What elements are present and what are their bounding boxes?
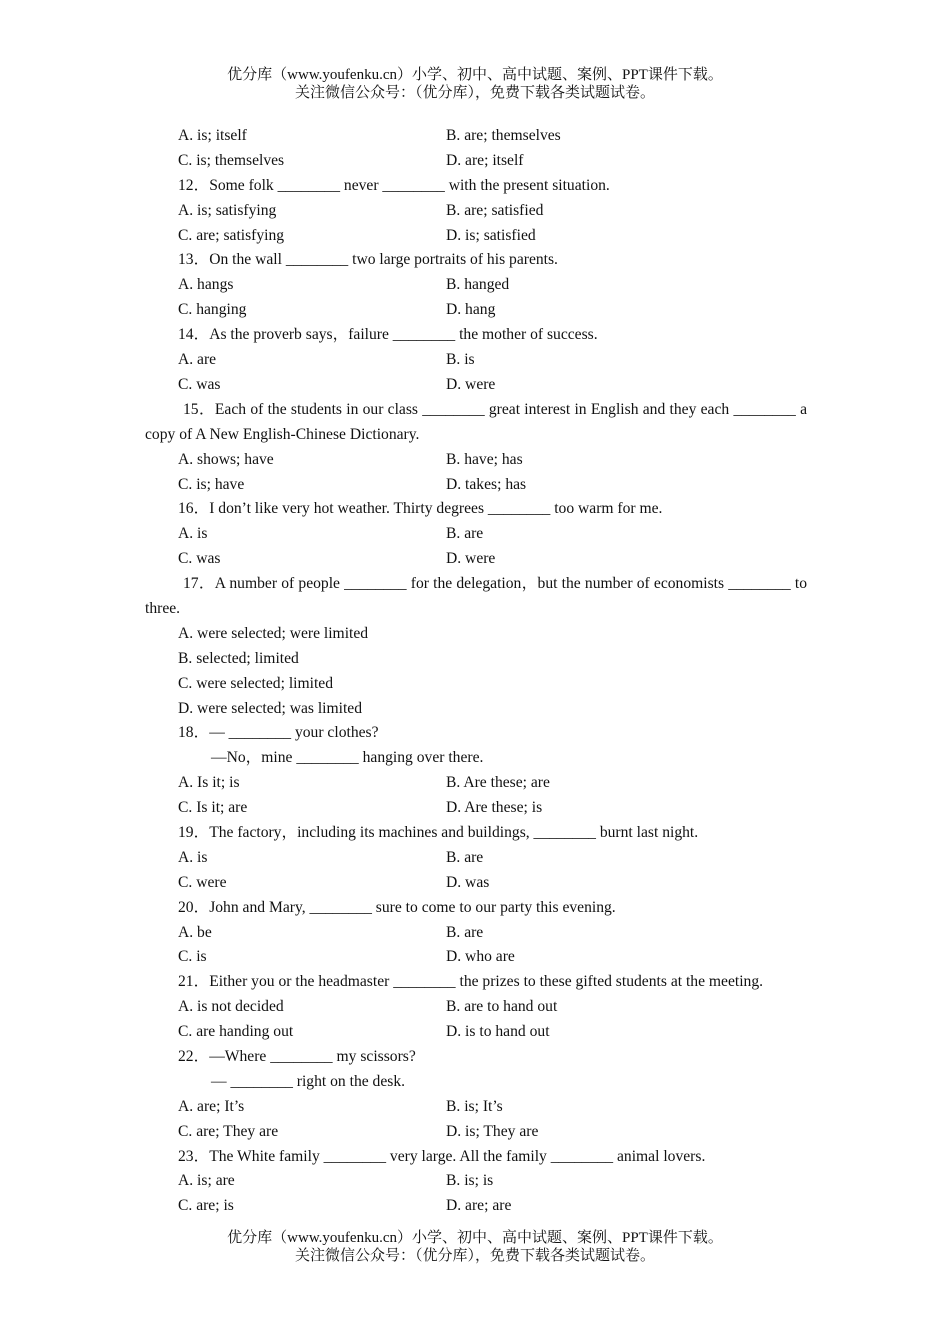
question-18-reply: —No，mine ________ hanging over there. [211, 749, 484, 767]
option-c: C. are; satisfying [178, 226, 285, 244]
option-b: B. is [446, 351, 475, 369]
page-header [0, 66, 950, 102]
option-a: A. is; itself [178, 127, 247, 144]
option-c: C. were [178, 873, 227, 891]
options-row [145, 1169, 807, 1194]
question-23-stem: 23．The White family ________ very large. All the family ________ animal lovers. [178, 1147, 706, 1165]
option-a: A. are [178, 351, 217, 369]
option-d: D. were [446, 375, 496, 393]
question-20-stem: 20．John and Mary, ________ sure to come to our party this evening. [178, 898, 616, 916]
options-row [145, 1194, 807, 1219]
question-16-stem: 16．I don’t like very hot weather. Thirty degrees ________ too warm for me. [178, 500, 663, 518]
options-row [145, 149, 807, 174]
options-row [145, 995, 807, 1020]
option-c: C. was [178, 375, 221, 393]
options-row [145, 1120, 807, 1145]
option-b: B. Are these; are [446, 774, 550, 792]
option-a: A. hangs [178, 276, 234, 294]
question-19-stem: 19．The factory，including its machines and buildings, ________ burnt last night. [178, 824, 699, 841]
option-b: B. have; has [446, 450, 523, 468]
options-row [145, 273, 807, 298]
options-row [145, 547, 807, 572]
option-c: C. is; have [178, 475, 245, 493]
options-row [145, 298, 807, 323]
header-line-1: 优分库（www.youfenku.cn）小学、初中、高中试题、案例、PPT课件下载。 [227, 67, 723, 83]
option-a: A. were selected; were limited [178, 624, 369, 642]
option-a: A. is [178, 848, 208, 866]
options-row [145, 1020, 807, 1045]
options-row [145, 224, 807, 249]
option-c: C. are; is [178, 1197, 234, 1215]
question-15-stem: 15．Each of the students in our class ________ great interest in English and they each ________ a copy of A New English-Chinese Dictionary. [145, 400, 807, 443]
option-a: A. is; satisfying [178, 201, 277, 219]
options-row [145, 945, 807, 970]
options-row [145, 771, 807, 796]
option-b: B. is; is [446, 1172, 494, 1190]
option-b: B. are to hand out [446, 998, 558, 1016]
options-row [145, 373, 807, 398]
question-18-stem: 18．— ________ your clothes? [178, 724, 379, 742]
option-a: A. shows; have [178, 450, 274, 468]
options-row [145, 921, 807, 946]
option-d: D. is; satisfied [446, 226, 536, 244]
option-d: D. are; itself [446, 151, 524, 169]
footer-line-2: 关注微信公众号：（优分库），免费下载各类试题试卷。 [294, 1248, 655, 1264]
option-a: A. are; It’s [178, 1097, 245, 1115]
option-b: B. are [446, 525, 484, 543]
options-row [145, 348, 807, 373]
question-14-stem: 14．As the proverb says，failure ________ the mother of success. [178, 326, 598, 344]
option-b: B. are [446, 923, 484, 941]
options-row [145, 522, 807, 547]
option-d: D. is; They are [446, 1122, 539, 1140]
options-row [145, 846, 807, 871]
options-row [145, 124, 807, 149]
option-c: C. is [178, 948, 207, 966]
option-d: D. were selected; was limited [178, 699, 363, 717]
options-row [145, 871, 807, 896]
option-b: B. selected; limited [178, 649, 299, 667]
options-row [145, 796, 807, 821]
question-12-stem: 12．Some folk ________ never ________ with the present situation. [178, 176, 610, 194]
options-row [145, 448, 807, 473]
option-a: A. is; are [178, 1172, 235, 1190]
option-d: D. who are [446, 948, 515, 966]
option-d: D. are; are [446, 1197, 512, 1215]
option-c: C. are; They are [178, 1122, 279, 1140]
options-row [145, 1095, 807, 1120]
option-a: A. is [178, 525, 208, 543]
option-a: A. be [178, 923, 212, 941]
option-c: C. Is it; are [178, 799, 248, 817]
question-17-stem: 17．A number of people ________ for the delegation，but the number of economists ________ to three. [145, 575, 807, 617]
option-a: A. Is it; is [178, 774, 240, 792]
header-line-2: 关注微信公众号：（优分库），免费下载各类试题试卷。 [294, 85, 655, 101]
question-22-stem: 22．—Where ________ my scissors? [178, 1048, 416, 1066]
question-13-stem: 13．On the wall ________ two large portraits of his parents. [178, 251, 558, 269]
option-c: C. are handing out [178, 1023, 294, 1041]
option-c: C. were selected; limited [178, 674, 334, 692]
option-b: B. is; It’s [446, 1097, 503, 1115]
option-b: B. hanged [446, 276, 510, 294]
option-c: C. hanging [178, 301, 247, 319]
option-a: A. is not decided [178, 998, 284, 1016]
option-c: C. is; themselves [178, 151, 285, 169]
question-21-stem: 21．Either you or the headmaster ________ the prizes to these gifted students at the meeting. [178, 973, 764, 991]
options-row [145, 199, 807, 224]
option-d: D. were [446, 550, 496, 568]
option-d: D. takes; has [446, 475, 527, 493]
option-c: C. was [178, 550, 221, 568]
option-d: D. Are these; is [446, 799, 543, 817]
question-22-reply: — ________ right on the desk. [211, 1072, 406, 1090]
footer-line-1: 优分库（www.youfenku.cn）小学、初中、高中试题、案例、PPT课件下载。 [227, 1230, 723, 1246]
option-d: D. hang [446, 301, 496, 319]
options-row [145, 473, 807, 498]
question-list [145, 124, 807, 1219]
option-b: B. are; satisfied [446, 201, 544, 219]
option-d: D. was [446, 873, 490, 891]
option-d: D. is to hand out [446, 1023, 550, 1041]
page-footer [0, 1229, 950, 1265]
option-b: B. are [446, 848, 484, 866]
option-b: B. are; themselves [446, 127, 561, 144]
